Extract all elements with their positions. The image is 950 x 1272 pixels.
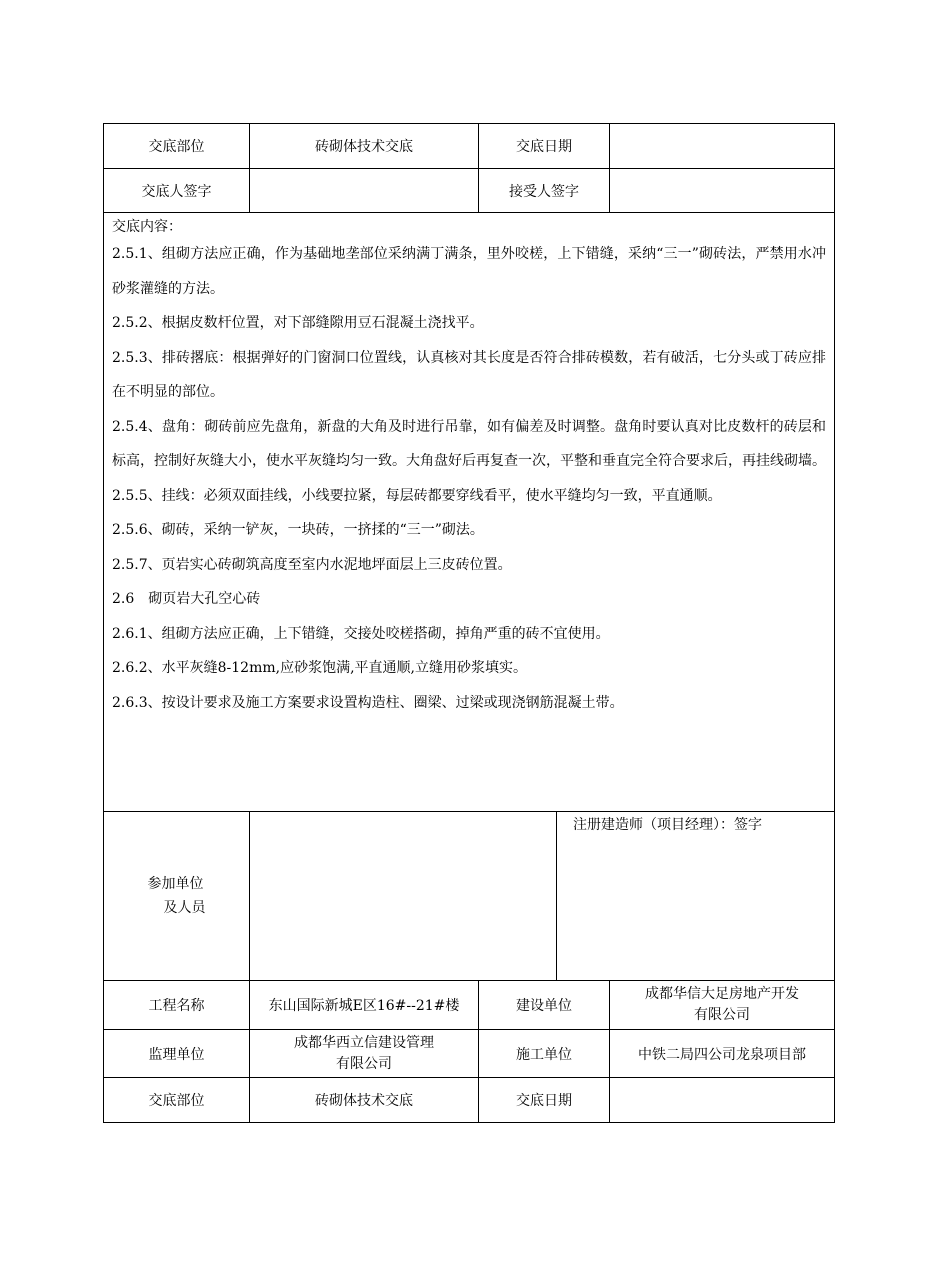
receiver-sign-value <box>610 169 835 213</box>
header-row-2 <box>104 169 835 213</box>
participants-label-line2: 及人员 <box>163 900 206 916</box>
content-paragraph: 2.5.1、组砌方法应正确，作为基础地垄部位采纳满丁满条，里外咬槎，上下错缝，采纳“三一”砌砖法，严禁用水冲砂浆灌缝的方法。 <box>112 246 826 297</box>
supervisor-row <box>104 1030 835 1078</box>
builder-label: 建设单位 <box>479 981 610 1030</box>
header-row-1 <box>104 124 835 169</box>
project-name-label: 工程名称 <box>104 981 250 1030</box>
position-value: 砖砌体技术交底 <box>250 124 479 169</box>
participants-value <box>250 812 557 981</box>
content-paragraph: 2.5.4、盘角：砌砖前应先盘角，新盘的大角及时进行吊靠，如有偏差及时调整。盘角时要认真对比皮数杆的砖层和标高，控制好灰缝大小，使水平灰缝均匀一致。大角盘好后再复查一次，平整和垂直完全符合要求后，再挂线砌墙。 <box>112 418 826 469</box>
supervisor-label: 监理单位 <box>104 1030 250 1078</box>
participants-row <box>104 812 835 981</box>
receiver-sign-label: 接受人签字 <box>479 169 610 213</box>
content-paragraph: 2.6.2、水平灰缝8-12mm,应砂浆饱满,平直通顺,立缝用砂浆填实。 <box>112 660 527 676</box>
project-row <box>104 981 835 1030</box>
footer-row <box>104 1078 835 1123</box>
content-paragraph: 2.6 砌页岩大孔空心砖 <box>112 591 261 607</box>
builder-line2: 有限公司 <box>694 1007 750 1023</box>
footer-position-label: 交底部位 <box>104 1078 250 1123</box>
supervisor-value <box>250 1030 479 1078</box>
content-row <box>104 213 835 812</box>
content-paragraph: 2.5.5、挂线：必须双面挂线，小线要拉紧，每层砖都要穿线看平，使水平缝均匀一致，平直通顺。 <box>112 487 722 504</box>
date-value <box>610 124 835 169</box>
contractor-label: 施工单位 <box>479 1030 610 1078</box>
builder-value <box>610 981 835 1030</box>
participants-label-line1: 参加单位 <box>147 876 204 892</box>
content-paragraph: 2.5.3、排砖撂底：根据弹好的门窗洞口位置线，认真核对其长度是否符合排砖模数，若有破活，七分头或丁砖应排在不明显的部位。 <box>112 349 826 400</box>
engineer-sign-label: 注册建造师（项目经理）：签字 <box>557 812 835 981</box>
supervisor-line1: 成都华西立信建设管理 <box>294 1034 434 1051</box>
discloser-sign-label: 交底人签字 <box>104 169 250 213</box>
position-label: 交底部位 <box>104 124 250 169</box>
content-heading: 交底内容： <box>112 219 182 235</box>
content-paragraph: 2.6.1、组砌方法应正确，上下错缝，交接处咬槎搭砌，掉角严重的砖不宜使用。 <box>112 625 610 642</box>
disclosure-form <box>103 123 835 1123</box>
footer-date-label: 交底日期 <box>479 1078 610 1123</box>
footer-date-value <box>610 1078 835 1123</box>
supervisor-line2: 有限公司 <box>336 1055 392 1072</box>
content-paragraph: 2.5.2、根据皮数杆位置，对下部缝隙用豆石混凝土浇找平。 <box>112 315 484 331</box>
project-name-value: 东山国际新城E区16#--21#楼 <box>250 981 479 1030</box>
participants-label <box>104 812 250 981</box>
footer-position-value: 砖砌体技术交底 <box>250 1078 479 1123</box>
content-paragraph: 2.6.3、按设计要求及施工方案要求设置构造柱、圈梁、过梁或现浇钢筋混凝土带。 <box>112 694 624 711</box>
discloser-sign-value <box>250 169 479 213</box>
builder-line1: 成都华信大足房地产开发 <box>645 986 799 1002</box>
content-cell <box>104 213 835 812</box>
date-label: 交底日期 <box>479 124 610 169</box>
contractor-value: 中铁二局四公司龙泉项目部 <box>610 1030 835 1078</box>
content-paragraph: 2.5.7、页岩实心砖砌筑高度至室内水泥地坪面层上三皮砖位置。 <box>112 556 512 573</box>
content-paragraph: 2.5.6、砌砖，采纳一铲灰，一块砖，一挤揉的“三一”砌法。 <box>112 522 484 538</box>
